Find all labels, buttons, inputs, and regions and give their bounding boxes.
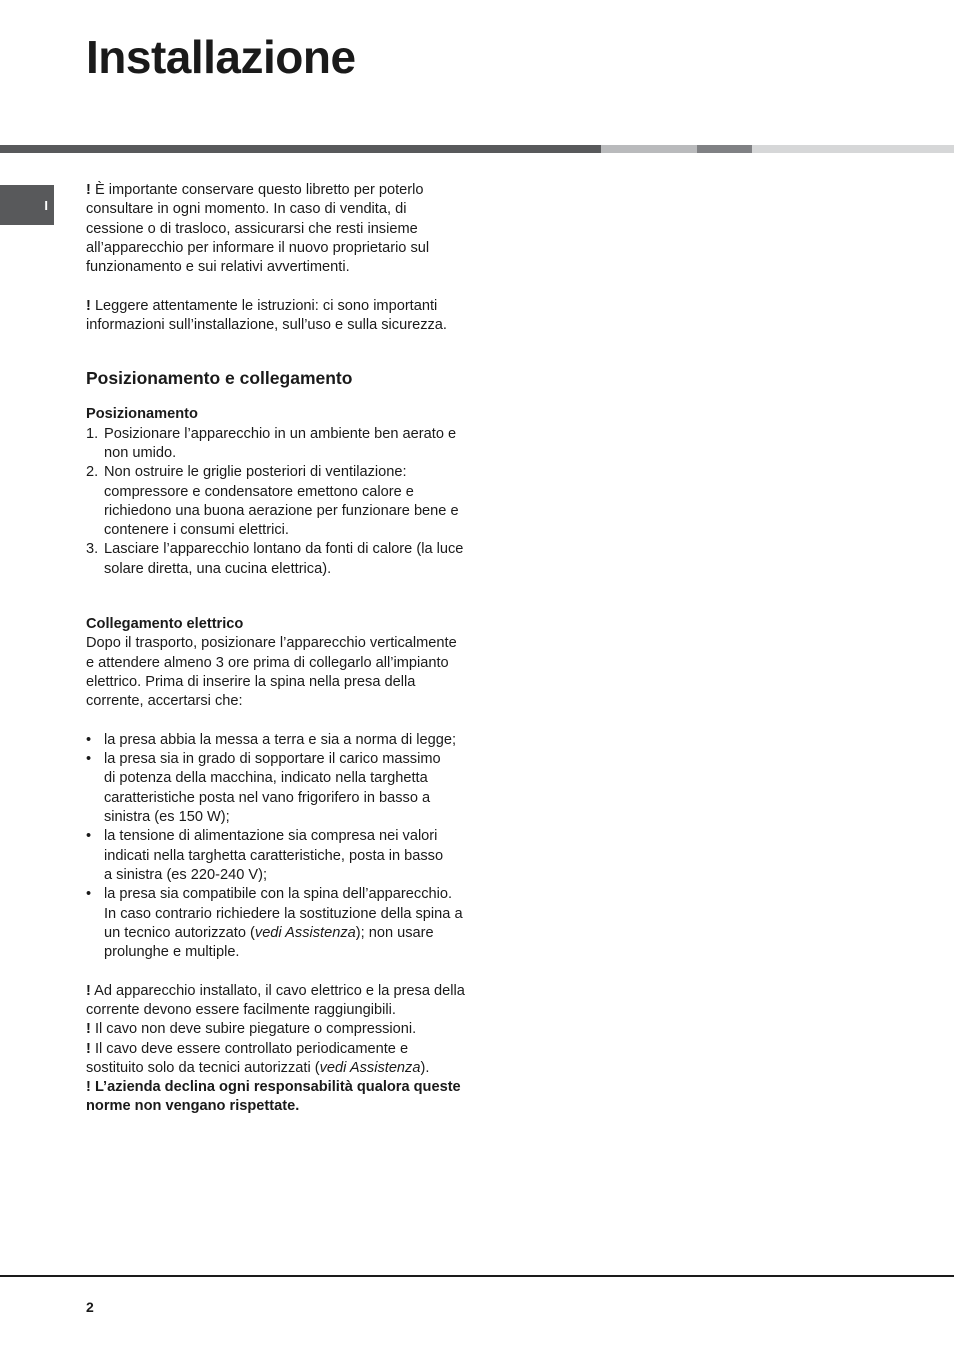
list-item	[86, 425, 466, 464]
intro-text-1: È importante conservare questo libretto per poterlo consultare in ogni momento. In caso di vendita, di cessione o di trasloco, assicurarsi che resti insieme all’apparecchio per informare il nuovo proprietario sul funzionamento e sui relativi avvertimenti.	[86, 182, 430, 276]
warning-text: Il cavo deve essere controllato periodicamente e sostituito solo da tecnici autorizzati (	[86, 1040, 409, 1076]
electrical-heading: Collegamento elettrico	[86, 616, 244, 633]
warning-mark: !	[86, 182, 91, 198]
header-band-mid	[697, 145, 752, 153]
warning-text: L’azienda declina ogni responsabilità qualora queste norme non vengano rispettate.	[86, 1079, 461, 1115]
list-number: 1.	[86, 425, 99, 442]
list-item-text: la presa sia compatibile con la spina dell’apparecchio.	[104, 886, 453, 903]
positioning-heading: Posizionamento	[86, 406, 198, 423]
intro-text-2: Leggere attentamente le istruzioni: ci sono importanti informazioni sull’installazione, sull’uso e sulla sicurezza.	[86, 297, 447, 334]
list-item-continuation: a sinistra (es 220-240 V);	[104, 866, 268, 883]
list-item-text: la presa sia in grado di sopportare il carico massimo	[104, 751, 441, 768]
intro-paragraph-1	[86, 181, 466, 277]
list-item-text: la tensione di alimentazione sia compresa nei valori indicati nella targhetta caratteristiche, posta in basso	[104, 828, 444, 864]
cross-reference: vedi Assistenza	[254, 924, 356, 941]
electrical-intro: Dopo il trasporto, posizionare l’apparecchio verticalmente e attendere almeno 3 ore prima di collegarlo all’impianto elettrico. Prima di inserire la spina nella presa della corrente, accertarsi che:	[86, 635, 457, 710]
main-column	[86, 181, 466, 1117]
list-item-text: Lasciare l’apparecchio lontano da fonti di calore (la luce solare diretta, una cucina elettrica).	[104, 541, 464, 577]
list-item	[86, 827, 466, 885]
footer-rule	[0, 1275, 954, 1277]
list-item-continuation: In caso contrario richiedere la sostituzione della spina a un tecnico autorizzato (	[104, 905, 463, 941]
warning-3	[86, 1040, 466, 1079]
electrical-checklist	[86, 731, 466, 963]
list-item	[86, 885, 466, 962]
list-item-text: la presa abbia la messa a terra e sia a norma di legge;	[104, 731, 457, 748]
warning-1	[86, 982, 466, 1021]
warning-mark: !	[86, 1040, 91, 1057]
list-item	[86, 540, 466, 579]
page-title: Installazione	[86, 31, 356, 83]
intro-paragraph-2	[86, 297, 466, 336]
list-item	[86, 750, 466, 827]
bullet: •	[86, 731, 92, 748]
warning-mark: !	[86, 1021, 91, 1038]
warning-text: ).	[420, 1059, 430, 1076]
warning-text: Ad apparecchio installato, il cavo elettrico e la presa della corrente devono essere facilmente raggiungibili.	[86, 982, 465, 1018]
list-item-text: Posizionare l’apparecchio in un ambiente ben aerato e non umido.	[104, 425, 457, 461]
list-number: 3.	[86, 541, 99, 558]
list-item-continuation: ); non usare prolunghe e multiple.	[104, 924, 434, 961]
warning-2	[86, 1020, 466, 1039]
header-band-light	[601, 145, 697, 153]
list-item-continuation: di potenza della macchina, indicato nella targhetta caratteristiche posta nel vano frigorifero in basso a sinistra (es 150 W);	[104, 770, 431, 826]
list-item	[86, 731, 466, 750]
cross-reference: vedi Assistenza	[319, 1059, 421, 1076]
header-band-dark	[0, 145, 601, 153]
bullet: •	[86, 886, 92, 903]
list-item-text: Non ostruire le griglie posteriori di ventilazione: compressore e condensatore emettono calore e richiedono una buona aerazione per funzionare bene e contenere i consumi elettrici.	[104, 464, 459, 539]
positioning-list	[86, 425, 466, 579]
warning-4	[86, 1078, 466, 1117]
bullet: •	[86, 828, 92, 845]
warning-text: Il cavo non deve subire piegature o compressioni.	[94, 1021, 417, 1038]
section-heading: Posizionamento e collegamento	[86, 368, 353, 389]
warning-mark: !	[86, 297, 91, 314]
warning-mark: !	[86, 1079, 91, 1096]
warning-mark: !	[86, 982, 91, 999]
page-number: 2	[86, 1299, 94, 1315]
language-tab: I	[0, 185, 54, 225]
header-band-pale	[752, 145, 954, 153]
bullet: •	[86, 751, 92, 768]
list-item	[86, 463, 466, 540]
list-number: 2.	[86, 464, 99, 481]
